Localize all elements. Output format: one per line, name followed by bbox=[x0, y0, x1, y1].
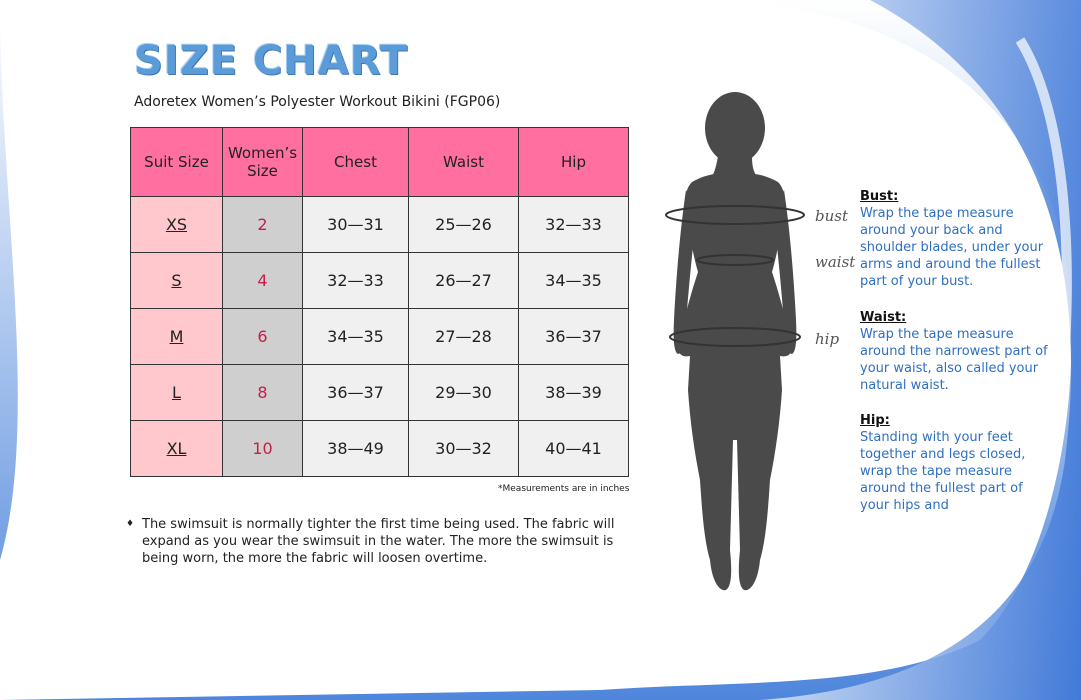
header-chest: Chest bbox=[303, 128, 409, 197]
table-row bbox=[131, 421, 629, 477]
hip-cell: 38—39 bbox=[519, 365, 629, 421]
waist-cell: 27—28 bbox=[409, 309, 519, 365]
hip-cell: 36—37 bbox=[519, 309, 629, 365]
table-row bbox=[131, 253, 629, 309]
chest-cell: 30—31 bbox=[303, 197, 409, 253]
table-row bbox=[131, 309, 629, 365]
bust-heading: Bust: bbox=[860, 189, 899, 204]
suit-size-cell: S bbox=[131, 253, 223, 309]
hip-cell: 32—33 bbox=[519, 197, 629, 253]
hip-instructions bbox=[860, 412, 1050, 514]
body-silhouette-icon bbox=[640, 90, 840, 600]
suit-size-cell: M bbox=[131, 309, 223, 365]
waist-label: waist bbox=[815, 253, 856, 271]
hip-label: hip bbox=[815, 330, 840, 348]
hip-cell: 34—35 bbox=[519, 253, 629, 309]
suit-size-cell: XS bbox=[131, 197, 223, 253]
page-title: SIZE CHART bbox=[134, 38, 409, 84]
bust-label: bust bbox=[815, 207, 848, 225]
waist-heading: Waist: bbox=[860, 310, 907, 325]
header-womens-size: Women’s Size bbox=[223, 128, 303, 197]
hip-text: Standing with your feet together and legs closed, wrap the tape measure around the fullest part of your hips and bbox=[860, 430, 1026, 513]
measurement-footnote: *Measurements are in inches bbox=[498, 484, 630, 494]
womens-size-cell: 8 bbox=[223, 365, 303, 421]
bust-instructions bbox=[860, 188, 1050, 290]
waist-instructions bbox=[860, 309, 1050, 394]
womens-size-cell: 10 bbox=[223, 421, 303, 477]
header-waist: Waist bbox=[409, 128, 519, 197]
table-row bbox=[131, 365, 629, 421]
bust-text: Wrap the tape measure around your back and shoulder blades, under your arms and around the fullest part of your bust. bbox=[860, 206, 1044, 289]
waist-cell: 30—32 bbox=[409, 421, 519, 477]
suit-size-cell: L bbox=[131, 365, 223, 421]
womens-size-cell: 2 bbox=[223, 197, 303, 253]
table-row bbox=[131, 197, 629, 253]
chest-cell: 38—49 bbox=[303, 421, 409, 477]
chest-cell: 36—37 bbox=[303, 365, 409, 421]
chest-cell: 32—33 bbox=[303, 253, 409, 309]
bullet-icon: ♦ bbox=[126, 519, 135, 529]
care-note-text: The swimsuit is normally tighter the first time being used. The fabric will expand as you wear the swimsuit in the water. The more the swimsuit is being worn, the more the fabric will loosen overtime. bbox=[142, 517, 615, 566]
header-suit-size: Suit Size bbox=[131, 128, 223, 197]
waist-cell: 26—27 bbox=[409, 253, 519, 309]
table-header-row bbox=[131, 128, 629, 197]
product-subtitle: Adoretex Women’s Polyester Workout Bikini (FGP06) bbox=[134, 94, 501, 110]
suit-size-cell: XL bbox=[131, 421, 223, 477]
care-note bbox=[126, 516, 636, 567]
womens-size-cell: 6 bbox=[223, 309, 303, 365]
waist-text: Wrap the tape measure around the narrowest part of your waist, also called your natural waist. bbox=[860, 327, 1048, 393]
chest-cell: 34—35 bbox=[303, 309, 409, 365]
hip-heading: Hip: bbox=[860, 413, 890, 428]
waist-cell: 29—30 bbox=[409, 365, 519, 421]
womens-size-cell: 4 bbox=[223, 253, 303, 309]
hip-cell: 40—41 bbox=[519, 421, 629, 477]
size-table bbox=[130, 127, 629, 477]
waist-cell: 25—26 bbox=[409, 197, 519, 253]
header-hip: Hip bbox=[519, 128, 629, 197]
